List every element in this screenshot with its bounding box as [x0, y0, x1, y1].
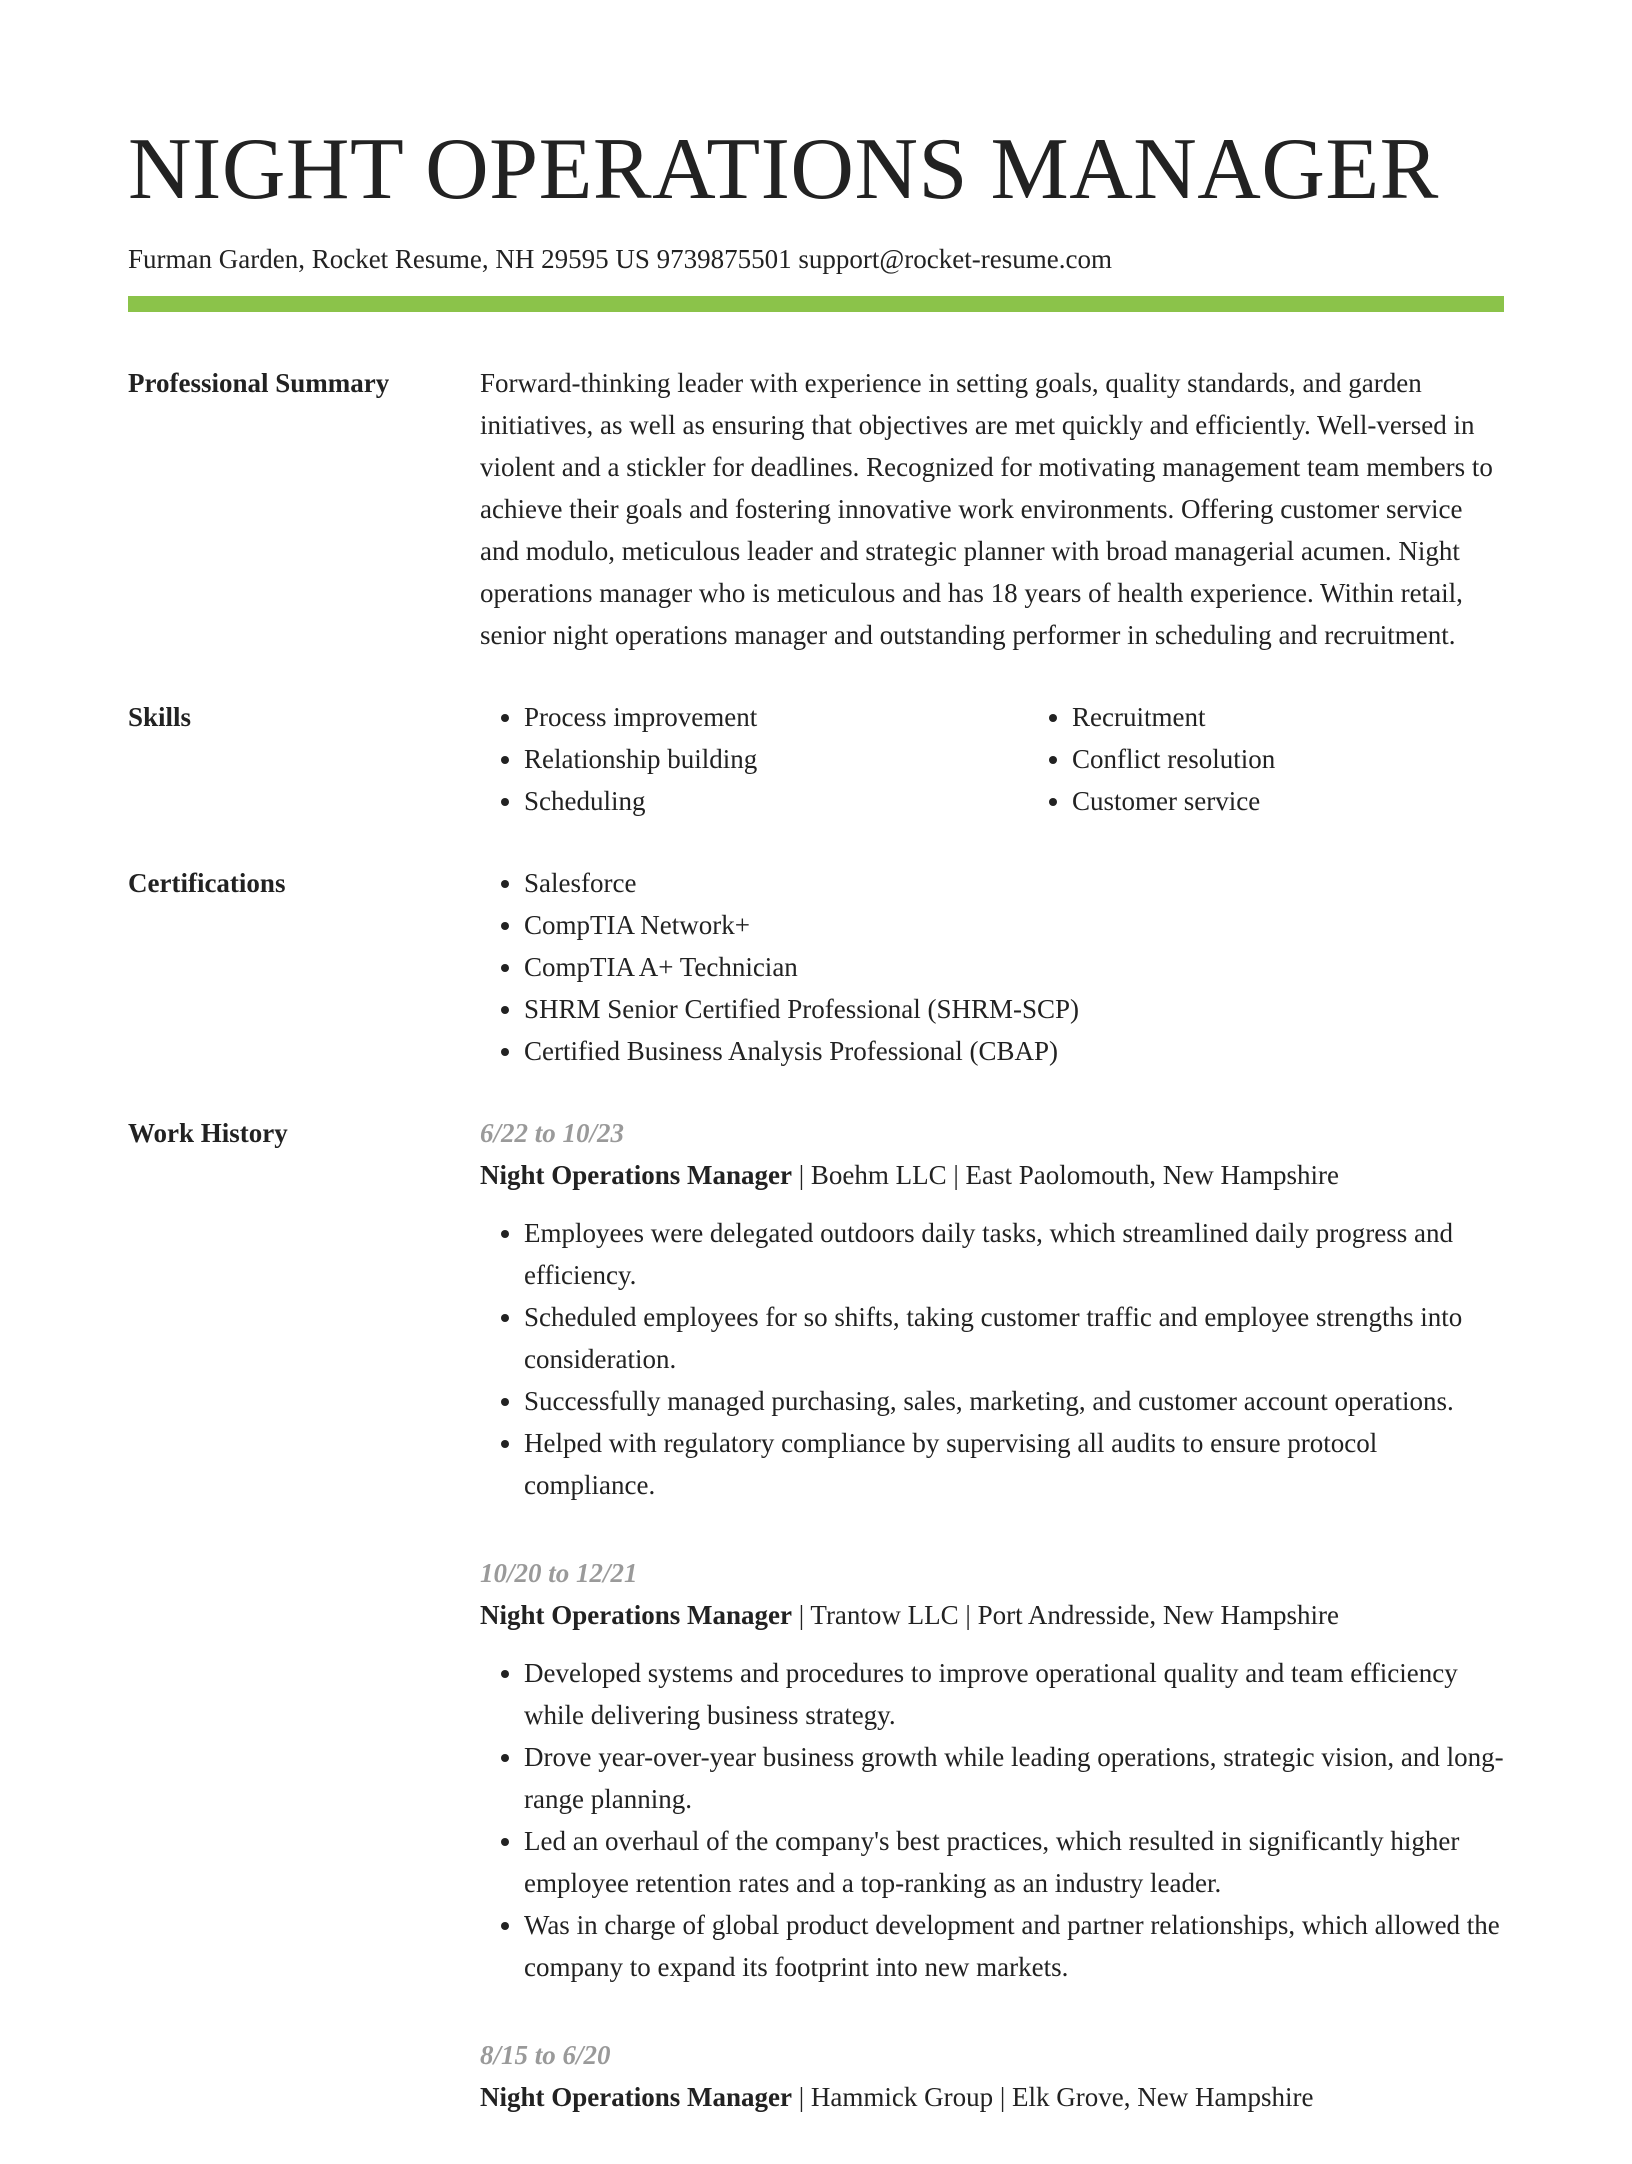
section-title-work-history: Work History — [128, 1118, 288, 1148]
certification-item: • SHRM Senior Certified Professional (SHRM-SCP) — [524, 988, 1504, 1030]
skill-item: • Scheduling — [524, 780, 1028, 822]
job-header — [480, 1154, 1504, 1196]
job-bullets — [480, 1212, 1504, 1506]
summary-text: Forward-thinking leader with experience in setting goals, quality standards, and garden initiatives, as well as ensuring that objectives are met quickly and efficiently. Well-versed in violent and a stickler for deadlines. Recognized for motivating management team members to achieve their goals and fostering innovative work environments. Offering customer service and modulo, meticulous leader and strategic planner with broad managerial acumen. Night operations manager who is meticulous and has 18 years of health experience. Within retail, senior night operations manager and outstanding performer in scheduling and recruitment. — [480, 368, 1493, 650]
job-bullet: • Scheduled employees for so shifts, taking customer traffic and employee strengths into consideration. — [524, 1296, 1504, 1380]
job-entry — [480, 1112, 1504, 1506]
certification-item: • Salesforce — [524, 862, 1504, 904]
job-details: | Trantow LLC | Port Andresside, New Hampshire — [791, 1600, 1340, 1630]
skill-item: • Process improvement — [524, 696, 1028, 738]
skill-item: • Recruitment — [1072, 696, 1576, 738]
job-bullet: • Successfully managed purchasing, sales, marketing, and customer account operations. — [524, 1380, 1504, 1422]
certification-item: • CompTIA A+ Technician — [524, 946, 1504, 988]
job-title: Night Operations Manager — [480, 1600, 792, 1630]
work-history-section — [128, 1112, 1504, 2164]
job-dates: 10/20 to 12/21 — [480, 1558, 638, 1588]
job-bullet: • Developed systems and procedures to improve operational quality and team efficiency while delivering business strategy. — [524, 1652, 1504, 1736]
job-bullet: • Helped with regulatory compliance by supervising all audits to ensure protocol compliance. — [524, 1422, 1504, 1506]
resume-page — [128, 0, 1504, 2164]
summary-section — [128, 362, 1504, 656]
job-bullet: • Employees were delegated outdoors daily tasks, which streamlined daily progress and efficiency. — [524, 1212, 1504, 1296]
job-dates: 6/22 to 10/23 — [480, 1118, 625, 1148]
job-bullet: • Drove year-over-year business growth while leading operations, strategic vision, and long-range planning. — [524, 1736, 1504, 1820]
certification-item: • CompTIA Network+ — [524, 904, 1504, 946]
job-details: | Boehm LLC | East Paolomouth, New Hampshire — [791, 1160, 1339, 1190]
job-bullet: • Led an overhaul of the company's best practices, which resulted in significantly higher employee retention rates and a top-ranking as an industry leader. — [524, 1820, 1504, 1904]
job-dates: 8/15 to 6/20 — [480, 2040, 611, 2070]
skills-list-2 — [1028, 696, 1576, 822]
job-title: Night Operations Manager — [480, 2082, 792, 2112]
contact-info: Furman Garden, Rocket Resume, NH 29595 US 9739875501 support@rocket-resume.com — [128, 244, 1112, 274]
section-title-skills: Skills — [128, 702, 192, 732]
skill-item: • Relationship building — [524, 738, 1028, 780]
job-title: Night Operations Manager — [480, 1160, 792, 1190]
job-details: | Hammick Group | Elk Grove, New Hampshire — [791, 2082, 1314, 2112]
skills-section — [128, 696, 1504, 822]
job-bullets — [480, 1652, 1504, 1988]
section-title-certifications: Certifications — [128, 868, 286, 898]
certifications-list — [480, 862, 1504, 1072]
section-title-summary: Professional Summary — [128, 368, 390, 398]
skill-item: • Customer service — [1072, 780, 1576, 822]
skills-list-1 — [480, 696, 1028, 822]
skill-item: • Conflict resolution — [1072, 738, 1576, 780]
certifications-section — [128, 862, 1504, 1072]
resume-name: NIGHT OPERATIONS MANAGER — [128, 121, 1439, 218]
job-header — [480, 1594, 1504, 1636]
job-entry — [480, 1552, 1504, 1988]
certification-item: • Certified Business Analysis Professional (CBAP) — [524, 1030, 1504, 1072]
job-entry — [480, 2034, 1504, 2118]
header-divider — [128, 296, 1504, 312]
job-bullet: • Was in charge of global product development and partner relationships, which allowed the company to expand its footprint into new markets. — [524, 1904, 1504, 1988]
